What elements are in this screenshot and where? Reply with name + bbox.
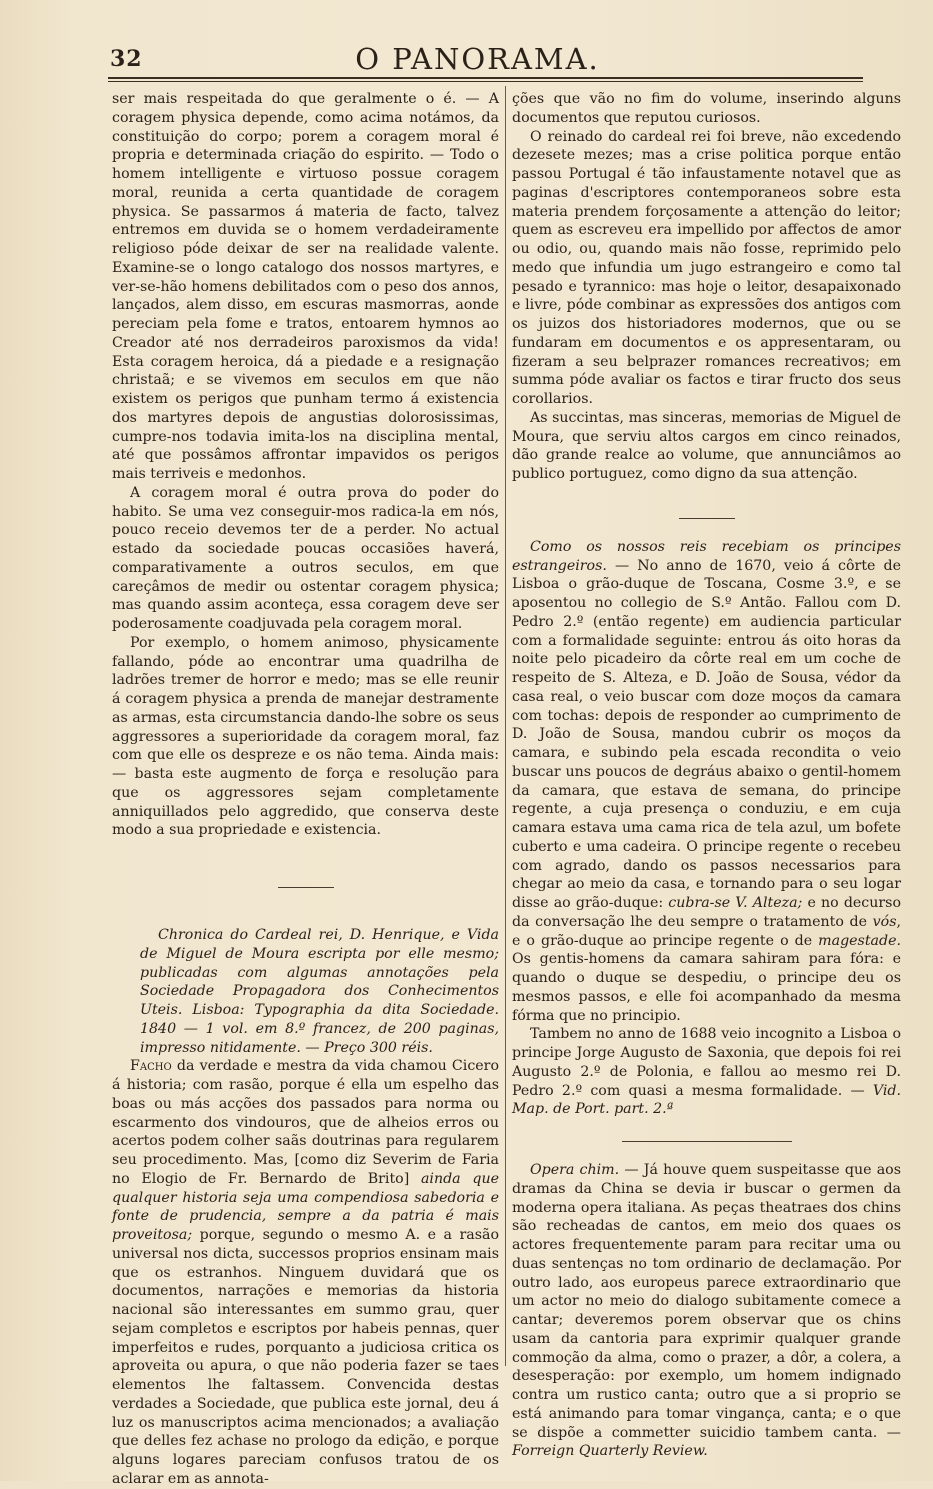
paragraph: O reinado do cardeal rei foi breve, não excedendo dezesete mezes; mas a crise politica porque então passou Portugal é tão infaustamente notavel que as paginas d'escriptores contemporaneos sobre esta materia prendem forçosamente a attenção do leitor; quem as escreveu era impellido por affectos de amor ou odio, ou, quando mais não fosse, reprimido pelo medo que infundia um jugo estrangeiro e como tal pesado e tyrannico: mas hoje o leitor, desapaixonado e livre, póde combinar as expressões dos antigos com os juizos dos historiadores modernos, que ou se fundaram em documentos e os appresentaram, ou fizeram a seu belprazer romances recreativos; em summa póde avaliar os factos e tirar fructo dos seus corollarios. xyxy=(512,128,901,407)
quotation: cubra-se V. Alteza; xyxy=(668,895,803,911)
left-column xyxy=(112,90,499,1489)
quotation: ainda que qualquer historia seja uma compendiosa sabedoria e fonte de prudencia, sempre a da patria é mais proveitosa; xyxy=(112,1170,499,1243)
quotation: vós xyxy=(872,913,897,930)
paragraph: ser mais respeitada do que geralmente o é. — A coragem physica depende, como acima notámos, da constituição do corpo; porem a coragem moral é propria e determinada criação do espirito. — Todo o homem intelligente e virtuoso possue coragem moral, reunida a certa quantidade de coragem physica. Se passarmos á materia de facto, talvez entremos em duvida se o homem verdadeiramente religioso póde deixar de ser na realidade valente. Examine-se o longo catalogo dos nossos martyres, e ver-se-hão homens debilitados com o peso dos annos, lançados, alem disso, em escuras masmorras, aonde pereciam pela fome e tratos, entoarem hymnos ao Creador até nos derradeiros paroxismos da vida! Esta coragem heroica, dá a piedade e a resignação christaã; e se vivemos em seculos em que não existem os perigos que punham termo á existencia dos martyres depois de angustias dolorosissimas, cumpre-nos todavia imita-los na disciplina mental, até que possâmos affrontar impavidos os perigos mais terriveis e medonhos. xyxy=(112,91,499,482)
text-run: Os gentis-homens da camara sahiram para fóra: e quando o duque se despediu, o principe deu os mesmos passos, e elle foi acompanhado da mesma fórma que no principio. xyxy=(512,951,901,1024)
right-column xyxy=(512,90,901,1461)
masthead-title: O PANORAMA. xyxy=(355,42,600,76)
paragraph xyxy=(512,538,901,1026)
text-run: da verdade e mestra da vida chamou Cicero á historia; com rasão, porque é ella um espelho das boas ou más acções dos passados para norma ou escarmento dos vindouros, que de alheios erros ou acertos podem colher saãs doutrinas para regularem seu procedimento. Mas, [como diz Severim de Faria no Elogio de Fr. Bernardo de Brito] xyxy=(112,1058,499,1187)
article-title: Opera chim. xyxy=(530,1162,620,1178)
article-title: Como os nossos reis recebiam os principes estrangeiros. xyxy=(512,538,901,574)
spacer xyxy=(112,840,499,887)
text-run: porque, segundo o mesmo A. e a rasão universal nos dicta, successos proprios ensinam mais que os estranhos. Ninguem duvidará que os documentos, narrações e memorias da historia nacional são interessantes em summo grau, quer sejam completos e escriptos por habeis pennas, quer imperfeitos e rudes, porquanto a judiciosa critica os aproveita ou apura, o que não poderia fazer se taes elementos lhe faltassem. Convencida destas verdades a Sociedade, que publica este jornal, deu á luz os manuscriptos acima mencionados; a avaliação que delles fez achase no prologo da edição, e porque alguns logares pareciam confusos tratou de os aclarar em as annota- xyxy=(112,1227,499,1487)
spacer xyxy=(512,519,901,538)
spacer xyxy=(512,1119,901,1141)
column-divider xyxy=(505,86,506,1366)
text-run: e no decurso da conversação lhe deu sempre o tratamento de xyxy=(512,895,901,930)
paragraph: A coragem moral é outra prova do poder do habito. Se uma vez conseguir-mos radica-la em nós, pouco receio devemos ter de a perder. No actual estado da sociedade poucas occasiões haverá, comparativamente a outros seculos, em que careçâmos de medir ou ostentar coragem physica; mas quando assim aconteça, essa coragem deve ser poderosamente coadjuvada pela coragem moral. xyxy=(112,484,499,632)
text-run: — No anno de 1670, veio á côrte de Lisboa o grão-duque de Toscana, Cosme 3.º, e se aposentou no collegio de S.º Antão. Fallou com D. Pedro 2.º (então regente) em audiencia particular com a formalidade seguinte: entrou ás oito horas da noite pelo picadeiro da côrte real em um coche de respeito de S. Alteza, e D. João de Sousa, védor da casa real, o veio buscar com doze moços da camara com tochas: depois de responder ao cumprimento de D. João de Sousa, mandou cubrir os moços da camara, e subindo pela escada recondita o veio buscar uns poucos de degráus abaixo o gentil-homem da camara, que estava de semana, do principe regente, a cuja presença o conduziu, e em cuja camara estava uma cama rica de tela azul, um bofete cuberto e uma cadeira. O principe regente o recebeu com agrado, dando os passos necessarios para chegar ao meio da casa, e tornando para o seu logar disse ao grão-duque: xyxy=(512,557,901,911)
text-run: — Já houve quem suspeitasse que aos dramas da China se devia ir buscar o germen da moderna opera italiana. As peças theatraes dos chins são recheadas de cantos, em meio dos quaes os actores frequentemente param para recitar uma ou duas sentenças no tom ordinario de declamação. Por outro lado, aos europeus parece extraordinario que um actor no meio do dialogo subitamente comece a cantar; deveremos porem observar que os chins usam da cantoria para exprimir qualquer grande commoção da alma, como o prazer, a dôr, a colera, a desesperação: por exemplo, um homem indignado contra um rustico canta; outro que a si proprio se está animando para tomar vingança, canta; e o que se dispõe a commetter suicidio tambem canta. — xyxy=(512,1162,901,1441)
text-run: Tambem no anno de 1688 veio incognito a Lisboa o principe Jorge Augusto de Saxonia, que depois foi rei Augusto 2.º de Polonia, e fallou ao mesmo rei D. Pedro 2.º com quasi a mesma formalidade. — xyxy=(512,1026,901,1099)
source-citation: Forreign Quarterly Review. xyxy=(512,1443,708,1460)
lead-word: Facho xyxy=(130,1058,172,1075)
header-rule xyxy=(108,77,863,82)
text-run: , e o grão-duque ao principe regente o de xyxy=(512,913,901,949)
spacer xyxy=(112,888,499,926)
paragraph: As succintas, mas sinceras, memorias de Miguel de Moura, que serviu altos cargos em cinco reinados, dão grande realce ao volume, que annunciâmos ao publico portuguez, como digno da sua attenção. xyxy=(512,409,901,482)
paragraph: Por exemplo, o homem animoso, physicamente fallando, póde ao encontrar uma quadrilha de ladrões tremer de horror e medo; mas se elle reunir á coragem physica a prenda de manejar destramente as armas, esta circumstancia dando-lhe sobre os seus aggressores a superioridade da coragem moral, faz com que elle os despreze e os não tema. Ainda mais: — basta este augmento de força e resolução para que os aggressores sejam completamente anniquillados pelo aggredido, que conserva deste modo a sua propriedade e existencia. xyxy=(112,634,499,839)
paragraph xyxy=(112,1057,499,1488)
page-header xyxy=(100,42,855,76)
source-citation: Vid. Map. de Port. part. 2.ª xyxy=(512,1082,901,1118)
spacer xyxy=(512,1142,901,1161)
paragraph: ções que vão no fim do volume, inserindo alguns documentos que reputou curiosos. xyxy=(512,91,901,126)
quotation: magestade. xyxy=(818,932,901,949)
page-number: 32 xyxy=(110,46,143,72)
spacer xyxy=(512,484,901,518)
review-heading: Chronica do Cardeal rei, D. Henrique, e Vida de Miguel de Moura escripta por elle mesmo; publicadas com algumas annotações pela Sociedade Propagadora dos Conhecimentos Uteis. Lisboa: Typographia da dita Sociedade. 1840 — 1 vol. em 8.º francez, de 200 paginas, impresso nitidamente. — Preço 300 réis. xyxy=(140,927,499,1056)
paragraph xyxy=(512,1025,901,1119)
paragraph xyxy=(512,1161,901,1461)
